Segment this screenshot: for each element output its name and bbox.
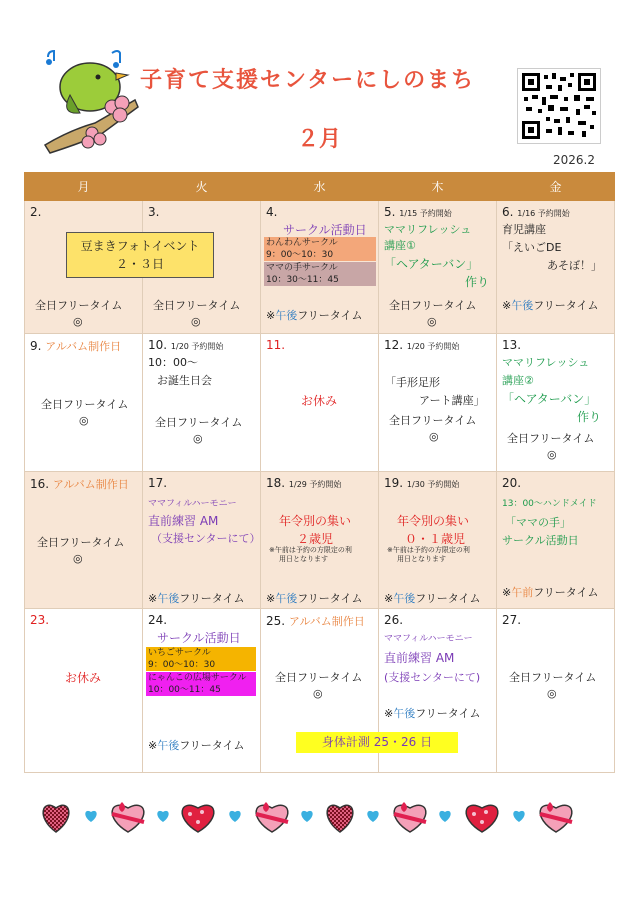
small-heart-icon bbox=[439, 811, 450, 822]
free-time: ※午後フリータイム bbox=[384, 707, 481, 720]
day-number: 26. bbox=[384, 613, 404, 627]
ribbon-heart-icon bbox=[256, 802, 288, 832]
event-line: ママリフレッシュ bbox=[502, 356, 590, 369]
mark: ◎ bbox=[193, 432, 203, 445]
day-cell-20 bbox=[497, 472, 615, 609]
day-number: 24. bbox=[148, 613, 168, 627]
day-number: 5. 1/15 予約開始 bbox=[384, 205, 452, 219]
event-line: ０・１歳児 bbox=[405, 532, 466, 546]
free-time: ※午後フリータイム bbox=[266, 309, 363, 322]
event-line: 年令別の集い bbox=[279, 514, 352, 528]
free-time: 全日フリータイム bbox=[41, 398, 129, 411]
day-number: 3. bbox=[148, 205, 160, 219]
date-code: 2026.2 bbox=[553, 153, 595, 167]
ribbon-heart-icon bbox=[394, 802, 426, 832]
hearts-decoration bbox=[30, 790, 610, 840]
day-number: 12. 1/20 予約開始 bbox=[384, 338, 460, 352]
circle-name: わんわんサークル bbox=[266, 238, 338, 248]
free-time: ※午後フリータイム bbox=[502, 299, 599, 312]
event-line: あそぼ！」 bbox=[547, 259, 602, 272]
day-cell-11 bbox=[261, 334, 379, 472]
free-time: 全日フリータイム bbox=[275, 671, 363, 684]
event-line: 育児講座 bbox=[502, 223, 546, 236]
weekday-header-row bbox=[25, 173, 615, 201]
free-time: ※午後フリータイム bbox=[266, 592, 363, 605]
event-dates: ２・３日 bbox=[115, 257, 164, 271]
circle-time: 10：30～11：45 bbox=[266, 275, 339, 285]
day-number: 11. bbox=[266, 338, 286, 352]
free-time: 全日フリータイム bbox=[509, 671, 597, 684]
event-title: 豆まきフォトイベント bbox=[80, 239, 200, 253]
circle-block-2 bbox=[264, 262, 376, 286]
day-number: 19. 1/30 予約開始 bbox=[384, 476, 460, 490]
photo-event-box bbox=[66, 232, 214, 278]
circle-time: 9：00～10：30 bbox=[148, 660, 216, 670]
day-number: 4. bbox=[266, 205, 278, 219]
mark: ◎ bbox=[313, 687, 323, 700]
day-number: 27. bbox=[502, 613, 522, 627]
event-line: アート講座」 bbox=[419, 394, 485, 407]
free-time: 全日フリータイム bbox=[153, 299, 241, 312]
circle-block-2 bbox=[146, 672, 256, 696]
day-number: 2. bbox=[30, 205, 42, 219]
day-cell-5 bbox=[379, 201, 497, 334]
small-heart-icon bbox=[229, 811, 240, 822]
ribbon-heart-icon bbox=[112, 802, 144, 832]
mark: ◎ bbox=[427, 315, 437, 328]
day-number: 17. bbox=[148, 476, 168, 490]
event-line: （支援センターにて） bbox=[151, 532, 261, 545]
heart-icon bbox=[327, 805, 353, 832]
event-line: 「ヘアターバン」 bbox=[502, 392, 597, 406]
weekday-fri: 金 bbox=[497, 173, 615, 201]
circle-heading: サークル活動日 bbox=[283, 223, 367, 237]
event-line: ２歳児 bbox=[297, 532, 334, 546]
event-line: 作り bbox=[577, 410, 602, 424]
day-cell-9 bbox=[25, 334, 143, 472]
event-line: 10：00～ bbox=[148, 356, 198, 369]
day-cell-19 bbox=[379, 472, 497, 609]
week-row-2 bbox=[25, 334, 615, 472]
note-line: 用日となります bbox=[397, 555, 446, 563]
event-line: ママフィルハーモニー bbox=[148, 499, 237, 509]
event-line: 「ママの手」 bbox=[505, 516, 571, 529]
free-time: 全日フリータイム bbox=[389, 299, 477, 312]
heart-icon bbox=[466, 805, 498, 832]
free-time: 全日フリータイム bbox=[155, 416, 243, 429]
circle-name: いちごサークル bbox=[148, 648, 211, 658]
circle-name: にゃんこの広場サークル bbox=[148, 673, 247, 683]
closed-label: お休み bbox=[301, 394, 338, 408]
small-heart-icon bbox=[367, 811, 378, 822]
event-line: 「手形足形 bbox=[385, 376, 440, 389]
day-number: 20. bbox=[502, 476, 522, 490]
free-time: ※午後フリータイム bbox=[148, 592, 245, 605]
event-line: (支援センターにて) bbox=[384, 671, 481, 684]
day-cell-4 bbox=[261, 201, 379, 334]
free-time: ※午前フリータイム bbox=[502, 586, 599, 599]
body-measurement-banner: 身体計測 25・26 日 bbox=[296, 732, 458, 753]
event-line: 直前練習 AM bbox=[148, 514, 219, 528]
day-cell-23 bbox=[25, 609, 143, 773]
day-cell-18 bbox=[261, 472, 379, 609]
event-line: 年令別の集い bbox=[397, 514, 470, 528]
day-number: 25. アルバム制作日 bbox=[266, 614, 365, 628]
bird-icon bbox=[40, 45, 140, 155]
day-cell-27 bbox=[497, 609, 615, 773]
small-heart-icon bbox=[301, 811, 312, 822]
day-cell-6 bbox=[497, 201, 615, 334]
day-number: 6. 1/16 予約開始 bbox=[502, 205, 570, 219]
weekday-tue: 火 bbox=[143, 173, 261, 201]
event-line: 作り bbox=[465, 275, 490, 289]
free-time: 全日フリータイム bbox=[507, 432, 595, 445]
day-cell-16 bbox=[25, 472, 143, 609]
mark: ◎ bbox=[73, 315, 83, 328]
note-line: 用日となります bbox=[279, 555, 328, 563]
mark: ◎ bbox=[547, 448, 557, 461]
note-line: ※午前は予約の方限定の利 bbox=[387, 546, 470, 554]
heart-icon bbox=[43, 805, 69, 832]
mark: ◎ bbox=[547, 687, 557, 700]
day-number: 23. bbox=[30, 613, 50, 627]
event-line: ママフィルハーモニー bbox=[384, 634, 473, 644]
event-line: 「えいごDE bbox=[502, 241, 562, 254]
mark: ◎ bbox=[73, 552, 83, 565]
event-line: お誕生日会 bbox=[157, 374, 212, 387]
qr-code[interactable] bbox=[517, 68, 601, 144]
day-number: 18. 1/29 予約開始 bbox=[266, 476, 342, 490]
day-number: 10. 1/20 予約開始 bbox=[148, 338, 224, 352]
mark: ◎ bbox=[79, 414, 89, 427]
day-cell-17 bbox=[143, 472, 261, 609]
closed-label: お休み bbox=[65, 671, 102, 685]
day-number: 16. アルバム制作日 bbox=[30, 477, 129, 491]
note-line: ※午前は予約の方限定の利 bbox=[269, 546, 352, 554]
month-label: ２月 bbox=[297, 127, 342, 152]
day-cell-13 bbox=[497, 334, 615, 472]
small-heart-icon bbox=[513, 811, 524, 822]
circle-heading: サークル活動日 bbox=[157, 631, 241, 645]
mark: ◎ bbox=[429, 430, 439, 443]
day-number: 9. アルバム制作日 bbox=[30, 339, 122, 353]
free-time: 全日フリータイム bbox=[389, 414, 477, 427]
event-line: 講座① bbox=[384, 239, 416, 252]
small-heart-icon bbox=[85, 811, 96, 822]
day-cell-10 bbox=[143, 334, 261, 472]
weekday-mon: 月 bbox=[25, 173, 143, 201]
weekday-wed: 水 bbox=[261, 173, 379, 201]
event-line: サークル活動日 bbox=[502, 534, 579, 547]
free-time: ※午後フリータイム bbox=[384, 592, 481, 605]
event-line: 13：00～ハンドメイド bbox=[502, 499, 597, 509]
circle-time: 10：00～11：45 bbox=[148, 685, 221, 695]
ribbon-heart-icon bbox=[540, 802, 572, 832]
event-line: ママリフレッシュ bbox=[384, 223, 472, 236]
free-time: 全日フリータイム bbox=[35, 299, 123, 312]
circle-block-1 bbox=[146, 647, 256, 671]
circle-time: 9：00～10：30 bbox=[266, 250, 334, 260]
page-title: 子育て支援センターにしのまち bbox=[140, 68, 476, 93]
event-line: 「ヘアターバン」 bbox=[384, 257, 479, 271]
mark: ◎ bbox=[191, 315, 201, 328]
weekday-thu: 木 bbox=[379, 173, 497, 201]
event-line: 直前練習 AM bbox=[384, 651, 455, 665]
small-heart-icon bbox=[157, 811, 168, 822]
week-row-3 bbox=[25, 472, 615, 609]
circle-name: ママの手サークル bbox=[266, 263, 338, 273]
page-header bbox=[0, 0, 637, 170]
circle-block-1 bbox=[264, 237, 376, 261]
event-line: 講座② bbox=[502, 374, 534, 387]
heart-icon bbox=[182, 805, 214, 832]
day-cell-24 bbox=[143, 609, 261, 773]
day-cell-12 bbox=[379, 334, 497, 472]
day-number: 13. bbox=[502, 338, 522, 352]
free-time: 全日フリータイム bbox=[37, 536, 125, 549]
free-time: ※午後フリータイム bbox=[148, 739, 245, 752]
